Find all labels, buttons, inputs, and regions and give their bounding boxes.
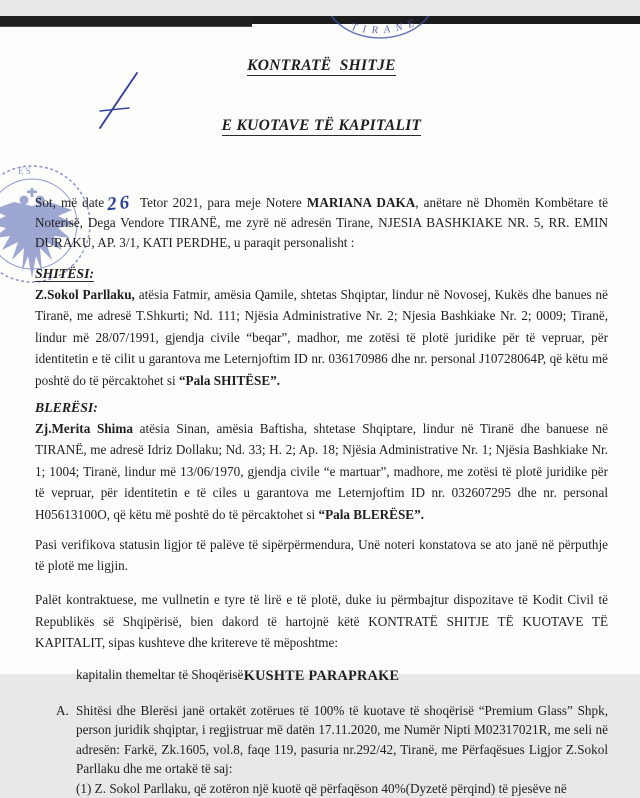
seller-heading-label: SHITËSI: (35, 266, 95, 281)
seller-body: atësia Fatmir, amësia Qamile, shtetas Shqiptar, lindur në Novosej, Kukës dhe banues në Tiranë, me adresë T.Shkurti; Nd. 111; Njësia Administrative Nr. 2; Njesia Bashkiake Nr. 2; 0009; Tiranë, lindur më 28/07/1991, gjendja civile “beqar”, madhor, me zotësi të plotë juridike për të vepruar, për identitetin e të cilit u garantova me Leternjoftim ID nr. 036170986 dhe nr. personal J10728064P, që këtu më poshtë do të përcaktohet si (35, 287, 608, 388)
document-title (35, 16, 608, 176)
intro-mid: Tetor 2021, para meje Notere (135, 195, 307, 210)
seller-heading (35, 264, 608, 284)
seller-name: Z.Sokol Parllaku, (35, 287, 135, 302)
clipped-bottom-line: kapitalin themeltar të Shoqërisë (76, 667, 244, 682)
notary-name: MARIANA DAKA (306, 195, 416, 210)
item-a-text: Shitësi dhe Blerësi janë ortakët zotërues të 100% të kuotave të shoqërisë “Premium Glass” Shpk, person juridik shqiptar, i regjistruar më datën 17.11.2020, me Numër Nipti M02317021R, me seli në adresën: Farkë, Zk.1605, vol.8, faqe 119, pasuria nr.292/42, Tiranë, me Përfaqësues Ligjor Z.Sokol Parllaku dhe me ortakë të saj: (76, 702, 608, 777)
title-line-2: E KUOTAVE TË KAPITALIT (221, 117, 422, 134)
section-heading: KUSHTE PARAPRAKE (243, 667, 400, 684)
title-line-1: KONTRATË SHITJE (247, 57, 396, 74)
item-a-marker: A. (56, 702, 69, 718)
intro-post: , anëtare në Dhomën Kombëtare të Noterisë, Dega Vendore TIRANË, me zyrë në adresën Tirane, NJESIA BASHKIAKE NR. 5, RR. EMIN DURAKU, AP. 3/1, KATI PERDHE, u paraqit personalisht : (35, 195, 608, 250)
buyer-paragraph (35, 418, 608, 525)
verification-paragraph: Pasi verifikova statusin ligjor të palëve të sipërpërmendura, Unë noteri konstatova se ato janë në përputhje të plotë me ligjin. (35, 537, 608, 574)
buyer-designation: “Pala BLERËSE”. (318, 506, 424, 522)
buyer-heading (35, 398, 608, 418)
seller-paragraph (35, 284, 608, 391)
seller-designation: “Pala SHITËSE”. (178, 372, 281, 388)
intro-pre: Sot, më date (35, 195, 105, 210)
handwritten-date: 26 (106, 191, 134, 216)
agreement-paragraph: Palët kontraktuese, me vullnetin e tyre të lirë e të plotë, duke iu përmbajtur dispozitave të Kodit Civil të Republikës së Shqipërisë, bien dakord të hartojnë këtë KONTRATË SHITJE TË KUOTAVE TË KAPITALIT, sipas kushteve dhe kritereve të mëposhtme: (35, 592, 608, 651)
top-stamp-text: TIRANE (349, 16, 422, 37)
left-stamp-fragment-top: E S (18, 166, 31, 176)
item-a (35, 701, 608, 798)
intro-paragraph (35, 193, 608, 253)
item-a-sub1: (1) Z. Sokol Parllaku, që zotëron një kuotë që përfaqëson 40%(Dyzetë përqind) të pjesëve në (76, 780, 567, 796)
buyer-name: Zj.Merita Shima (35, 421, 133, 437)
contract-page (0, 16, 640, 796)
buyer-heading-label: BLERËSI: (35, 400, 98, 416)
buyer-body: atësia Sinan, amësia Baftisha, shtetase Shqiptare, lindur në Tiranë dhe banuese në TIRANË, me adresë Idriz Dollaku; Nd. 33; H. 2; Ap. 18; Njësia Administrative Nr. 1; Njësia Bashkiake Nr. 1; 1004; Tiranë, lindur më 13/06/1970, gjendja civile “e martuar”, madhore, me zotësi të plotë juridike për të vepruar, për identitetin e të ciles u garantova me Leternjoftim ID nr. 032607295 dhe nr. personal H05613100O, që këtu më poshtë do të përcaktohet si (35, 421, 608, 522)
